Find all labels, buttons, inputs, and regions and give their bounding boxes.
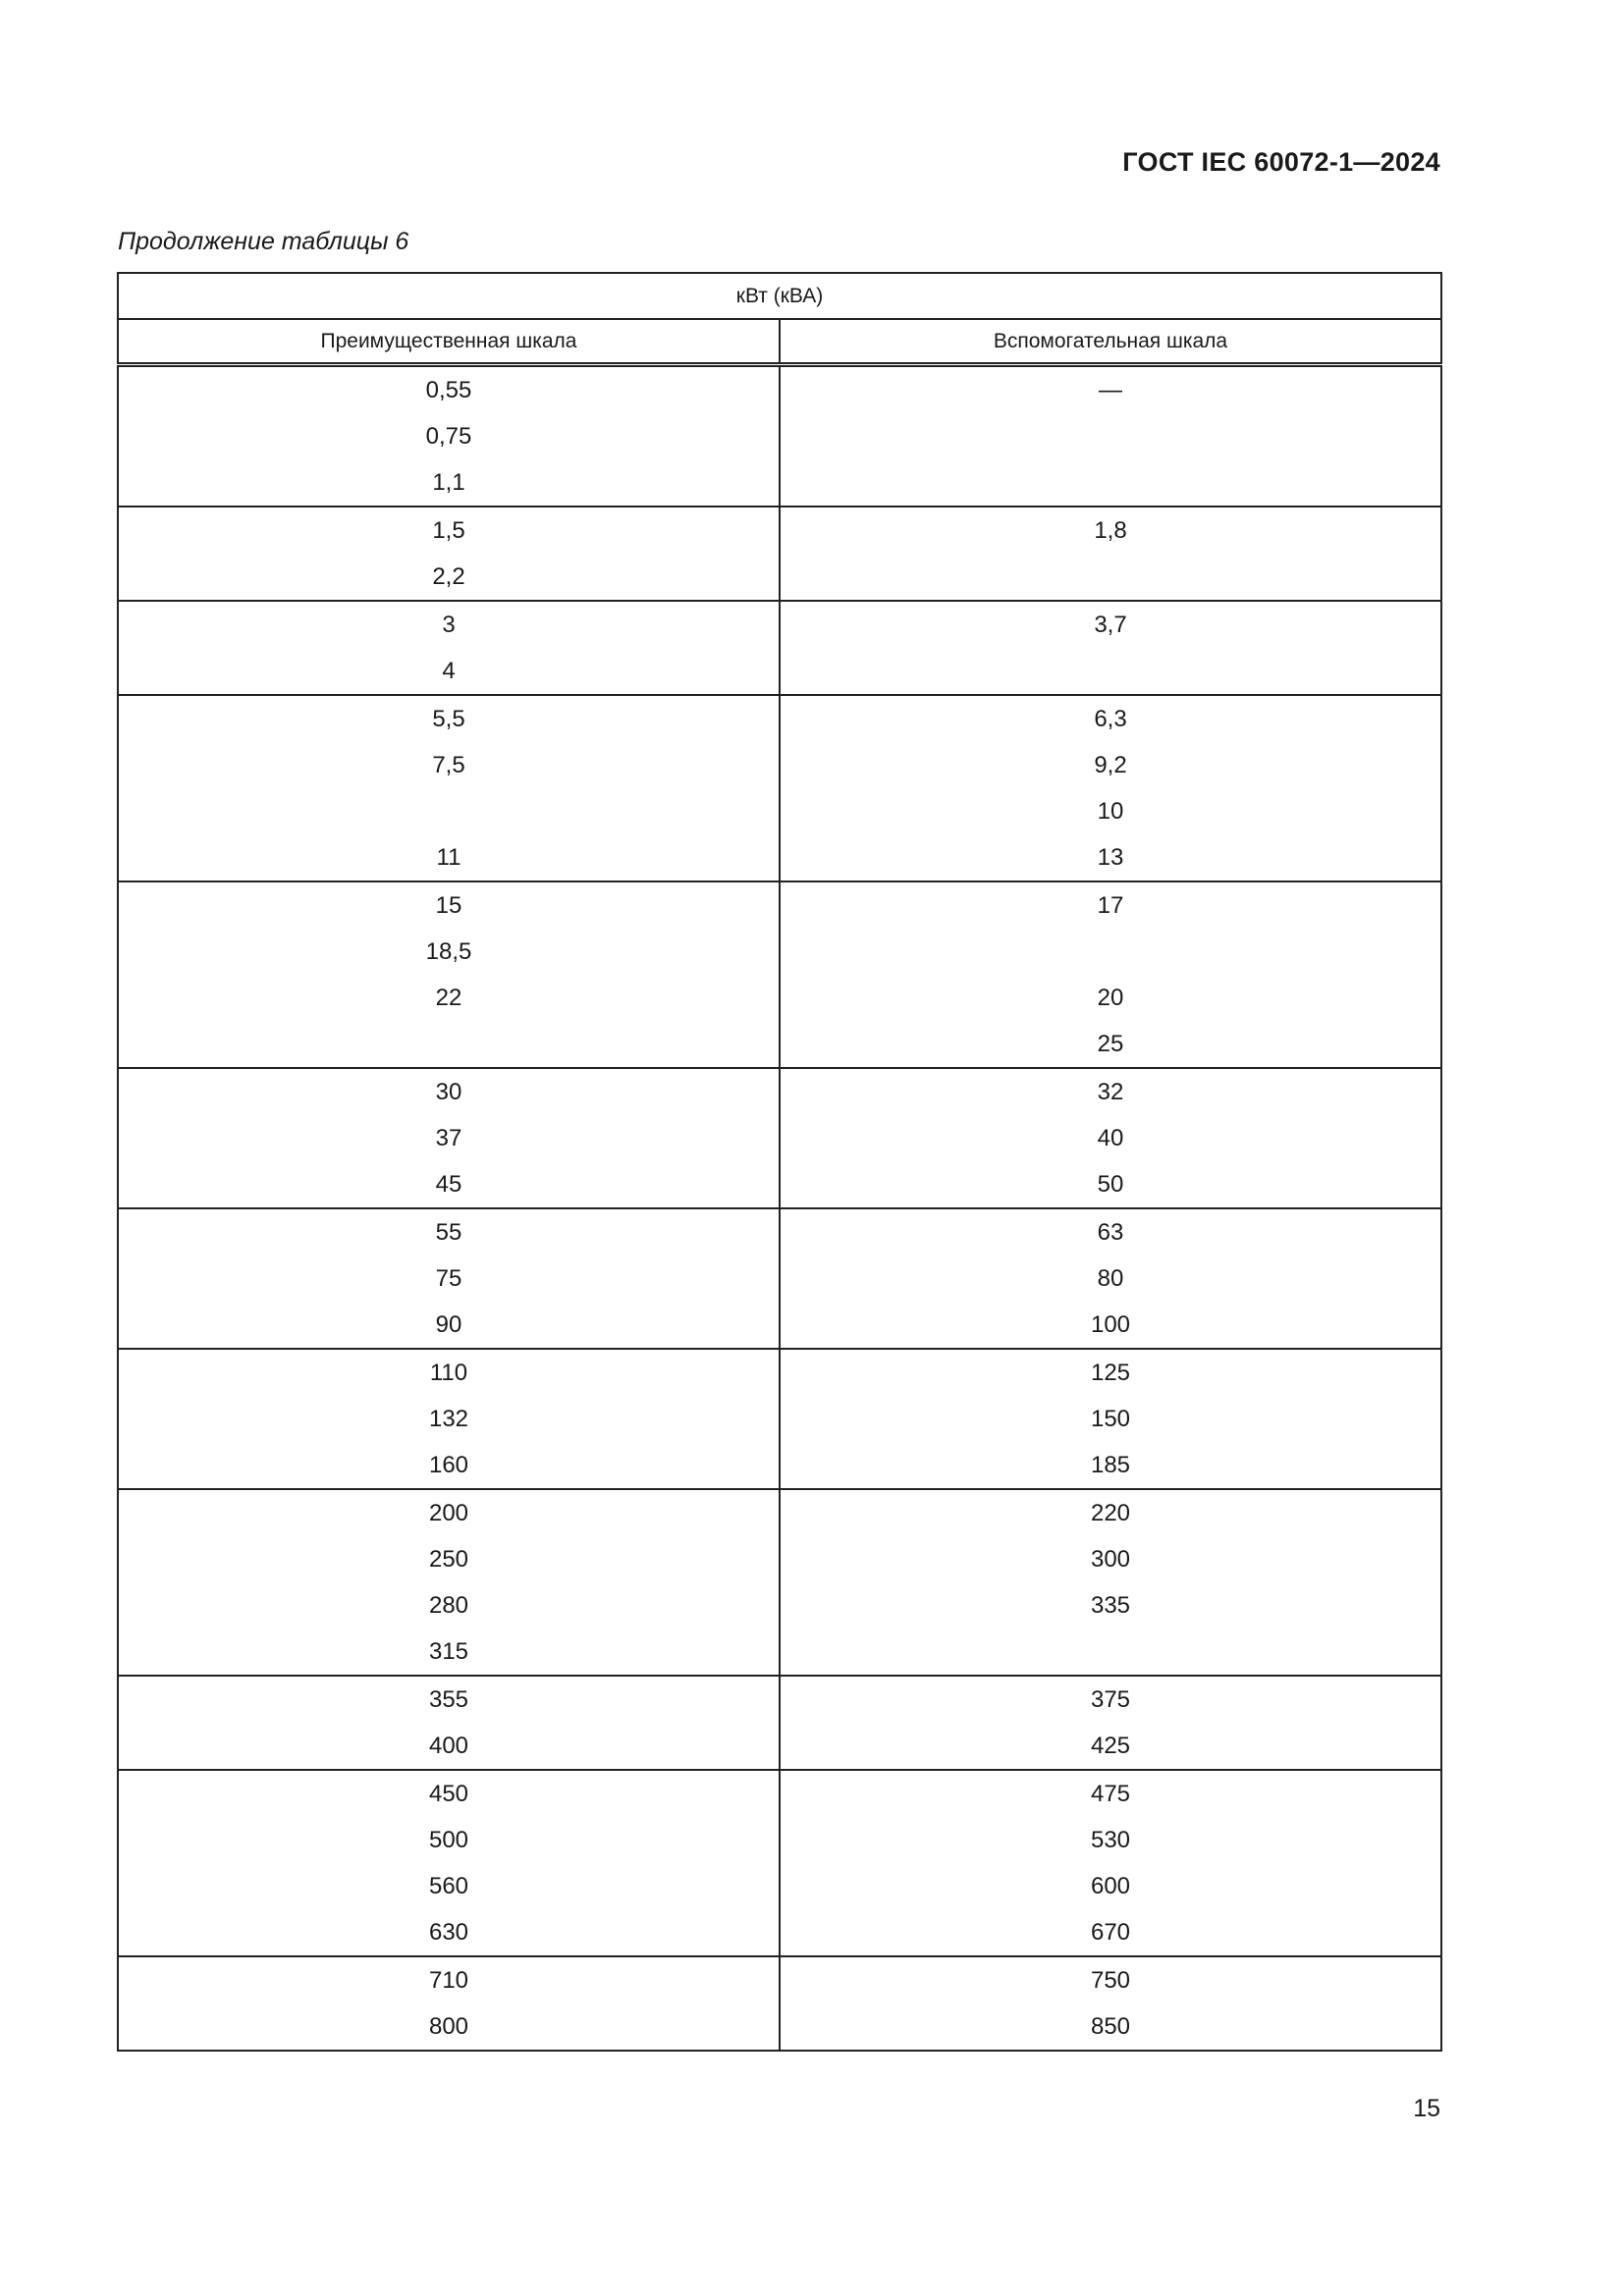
table-caption: Продолжение таблицы 6 xyxy=(118,228,409,255)
value-line: 475 xyxy=(1090,1781,1131,1807)
value-line: 425 xyxy=(1090,1733,1131,1759)
value-line: 25 xyxy=(1097,1031,1124,1057)
auxiliary-cell xyxy=(780,1676,1441,1770)
preferred-cell xyxy=(118,1349,780,1489)
value-line: 375 xyxy=(1090,1686,1131,1713)
preferred-cell xyxy=(118,1676,780,1770)
auxiliary-cell xyxy=(780,507,1441,601)
preferred-cell xyxy=(118,881,780,1068)
value-line: 45 xyxy=(435,1171,462,1198)
value-line: 800 xyxy=(428,2013,469,2040)
value-line: 4 xyxy=(442,658,456,684)
value-line: — xyxy=(1099,377,1122,403)
auxiliary-cell xyxy=(780,1068,1441,1208)
value-line: 400 xyxy=(428,1733,469,1759)
table-row xyxy=(118,1068,1441,1208)
value-line: 280 xyxy=(428,1592,469,1619)
preferred-cell xyxy=(118,507,780,601)
value-line: 5,5 xyxy=(432,706,465,732)
table-row xyxy=(118,695,1441,881)
table-row xyxy=(118,365,1441,507)
value-line: 63 xyxy=(1097,1219,1124,1246)
value-line: 22 xyxy=(435,985,462,1011)
value-line: 30 xyxy=(435,1079,462,1105)
table-row xyxy=(118,1770,1441,1956)
value-line: 40 xyxy=(1097,1125,1124,1151)
value-line: 11 xyxy=(436,844,461,871)
value-line: 710 xyxy=(428,1967,469,1994)
table-body xyxy=(118,365,1441,2052)
auxiliary-cell xyxy=(780,881,1441,1068)
auxiliary-cell xyxy=(780,695,1441,881)
document-code: ГОСТ IEC 60072-1—2024 xyxy=(1122,147,1440,177)
table-row xyxy=(118,507,1441,601)
table-row xyxy=(118,1349,1441,1489)
value-line: 300 xyxy=(1090,1546,1131,1573)
value-line: 80 xyxy=(1097,1265,1124,1292)
value-line xyxy=(119,1021,779,1067)
preferred-cell xyxy=(118,1489,780,1676)
value-line: 1,8 xyxy=(1094,517,1127,544)
auxiliary-cell xyxy=(780,1489,1441,1676)
value-line: 560 xyxy=(428,1873,469,1899)
auxiliary-cell xyxy=(780,1208,1441,1349)
value-line: 355 xyxy=(428,1686,469,1713)
value-line: 7,5 xyxy=(432,752,465,778)
value-line: 335 xyxy=(1090,1592,1131,1619)
value-line: 132 xyxy=(428,1406,469,1432)
value-line: 1,1 xyxy=(432,469,465,496)
value-line xyxy=(781,413,1440,459)
column-header-auxiliary: Вспомогательная шкала xyxy=(780,319,1441,365)
power-scale-table xyxy=(117,272,1442,2052)
value-line: 125 xyxy=(1090,1360,1131,1386)
value-line: 32 xyxy=(1097,1079,1124,1105)
value-line: 160 xyxy=(428,1452,469,1478)
value-line: 600 xyxy=(1090,1873,1131,1899)
value-line: 250 xyxy=(428,1546,469,1573)
unit-header: кВт (кВА) xyxy=(118,273,1441,319)
value-line: 100 xyxy=(1090,1311,1131,1338)
auxiliary-cell xyxy=(780,365,1441,507)
preferred-cell xyxy=(118,1770,780,1956)
value-line: 3 xyxy=(442,612,456,638)
value-line xyxy=(781,554,1440,600)
value-line: 1,5 xyxy=(432,517,465,544)
value-line: 185 xyxy=(1090,1452,1131,1478)
value-line: 0,55 xyxy=(425,377,472,403)
value-line xyxy=(781,648,1440,694)
value-line: 670 xyxy=(1090,1919,1131,1946)
page-number: 15 xyxy=(1413,2095,1440,2122)
value-line: 2,2 xyxy=(432,563,465,590)
preferred-cell xyxy=(118,365,780,507)
value-line: 50 xyxy=(1097,1171,1124,1198)
value-line: 850 xyxy=(1090,2013,1131,2040)
value-line: 55 xyxy=(435,1219,462,1246)
value-line: 15 xyxy=(435,892,462,919)
value-line: 315 xyxy=(428,1638,469,1665)
column-header-preferred: Преимущественная шкала xyxy=(118,319,780,365)
table-row xyxy=(118,1956,1441,2051)
table-row xyxy=(118,1208,1441,1349)
preferred-cell xyxy=(118,601,780,695)
value-line: 500 xyxy=(428,1827,469,1853)
value-line: 3,7 xyxy=(1094,612,1127,638)
value-line: 6,3 xyxy=(1094,706,1127,732)
auxiliary-cell xyxy=(780,1770,1441,1956)
value-line: 200 xyxy=(428,1500,469,1526)
value-line: 10 xyxy=(1097,798,1124,825)
value-line: 75 xyxy=(435,1265,462,1292)
value-line xyxy=(781,459,1440,506)
preferred-cell xyxy=(118,1208,780,1349)
table-row xyxy=(118,881,1441,1068)
value-line: 150 xyxy=(1090,1406,1131,1432)
value-line xyxy=(781,1629,1440,1675)
value-line xyxy=(119,788,779,834)
value-line: 110 xyxy=(429,1360,468,1386)
value-line: 530 xyxy=(1090,1827,1131,1853)
table-row xyxy=(118,1489,1441,1676)
value-line: 37 xyxy=(435,1125,462,1151)
value-line: 450 xyxy=(428,1781,469,1807)
auxiliary-cell xyxy=(780,1956,1441,2051)
value-line xyxy=(781,929,1440,975)
value-line: 220 xyxy=(1090,1500,1131,1526)
value-line: 13 xyxy=(1097,844,1124,871)
value-line: 20 xyxy=(1097,985,1124,1011)
value-line: 9,2 xyxy=(1094,752,1127,778)
value-line: 630 xyxy=(428,1919,469,1946)
auxiliary-cell xyxy=(780,1349,1441,1489)
auxiliary-cell xyxy=(780,601,1441,695)
value-line: 18,5 xyxy=(425,938,472,965)
table-row xyxy=(118,601,1441,695)
preferred-cell xyxy=(118,695,780,881)
value-line: 90 xyxy=(435,1311,462,1338)
value-line: 0,75 xyxy=(425,423,472,450)
value-line: 750 xyxy=(1090,1967,1131,1994)
preferred-cell xyxy=(118,1068,780,1208)
preferred-cell xyxy=(118,1956,780,2051)
table-row xyxy=(118,1676,1441,1770)
value-line: 17 xyxy=(1097,892,1124,919)
